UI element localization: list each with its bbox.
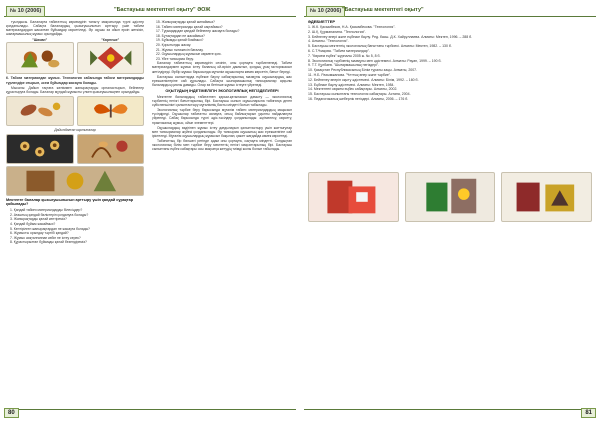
left-header bbox=[4, 6, 296, 17]
figure-row-3 bbox=[6, 134, 144, 164]
reference-item: 14. Мектептегі көркем еңбек сабақтары. Алматы, 2002. bbox=[308, 87, 398, 92]
reference-item: 2. Ш.Қ. Құрманалина. "Технология". bbox=[308, 29, 366, 34]
figure-note: 6. Табиғи материалдан жұмыс. Технология сабағында табиғи материалдарды түрлендіре отырып, әсем бұйымдар жасауға болады. bbox=[6, 76, 144, 85]
reference-item: 12. Бейнелеу өнерін оқыту әдістемесі. Алматы: Білім, 1992. – 160 б. bbox=[308, 77, 419, 82]
figure-row-2 bbox=[6, 96, 144, 126]
leaf-picture-image bbox=[6, 96, 74, 126]
butterfly-picture-image bbox=[77, 96, 145, 126]
fig-caption: "Шаман" bbox=[32, 38, 48, 43]
reference-item: 9. Т.Т. Құлбаев. "Шығармашылық негіздері". bbox=[308, 63, 380, 68]
question-item: 3. Жапырақтарды қалай кептіреміз? bbox=[10, 217, 67, 222]
list-item: 21. Жұмыс нәтижесін бағалау. bbox=[156, 47, 204, 52]
question-item: 8. Құрастырылған бұйымды қалай безендіреміз? bbox=[10, 240, 87, 245]
issue-badge-right: № 10 (2006) bbox=[306, 6, 345, 17]
question-item: 5. Кептірілген жапырақтардан не жасауға болады? bbox=[10, 226, 90, 231]
journal-title-right: "Бастауыш мектептегі оқыту" bbox=[342, 7, 424, 13]
photo-3-image bbox=[501, 172, 592, 222]
list-item: 20. Қорытынды жасау. bbox=[156, 42, 192, 47]
body-paragraph: Табиғаттың бір бөлшегі ретінде адам оны қорғауға, сақтауға міндетті. Сондықтан экологиялық білім мен тәрбие беру мектептің негізгі мақсаттарының бірі. Бастауыш сыныптағы еңбек сабақтары осы мақсатқа жетудің тиімді жолы болып табылады. bbox=[152, 138, 292, 152]
figure-row-1 bbox=[6, 38, 144, 74]
reference-item: 15. Бастауыш сыныптағы технология сабақтары. Астана, 2004. bbox=[308, 92, 411, 97]
question-item: 1. Қандай табиғи материалдарды білесіңдер? bbox=[10, 208, 83, 213]
figure-caption-3: Дайындалған картиналар bbox=[54, 127, 96, 132]
page-number-left: 80 bbox=[4, 408, 19, 418]
seed-flowers-image bbox=[6, 134, 74, 164]
list-item: 18. Бұтақтардан не жасаймыз? bbox=[156, 33, 205, 38]
reference-item: 5. Бастауыш мектептің экологиялық бағыттағы тәрбиесі. Алматы: Мектеп, 1982. – 130 б. bbox=[308, 44, 452, 49]
list-item: 17. Тұқымдардан қандай бейнелер жасауға болады? bbox=[156, 29, 240, 34]
body-paragraph: Мектепте балалардың табиғатпен қарым-қатынасын дамыту — экологиялық тәрбиенің негізгі бағыттарының бірі. Бастауыш сынып оқушыларына табиғатқа деген сүйіспеншілікті қалыптастыру мұғалімнің басты міндеті болып табылады. bbox=[152, 95, 292, 108]
question-item: 4. Қандай бұйым жасаймыз? bbox=[10, 221, 56, 226]
list-item: 19. Бұйымды қалай бояймыз? bbox=[156, 38, 204, 43]
reference-item: 11. Н.Б. Рахымжанова. "Ұлттық өнер және тәрбие". bbox=[308, 73, 391, 78]
reference-item: 8. Экологиялық тәрбиенің мазмұны мен әдістемесі. Алматы: Рауан, 1999. – 190 б. bbox=[308, 58, 442, 63]
issue-badge: № 10 (2006) bbox=[6, 6, 45, 17]
fig-caption: "Көрпеше" bbox=[101, 38, 120, 43]
list-item: 16. Табиғи материалды қалай сақтаймыз? bbox=[156, 24, 223, 29]
body-paragraph: Бастауыш сыныптарда еңбекке баулу сабақтарының мазмұны оқушылардың жас ерекшеліктеріне сай құрылады. Сабақта шығармашылық тапсырмалар арқылы балалардың қиялы дамиды. Олар өз бетінше жұмыс істеуге үйренеді. bbox=[152, 74, 292, 87]
references-list bbox=[308, 25, 592, 101]
question-item: 7. Жұмыс аяқталғаннан кейін не істеу керек? bbox=[10, 235, 81, 240]
body-paragraph: Балалар табиғаттың көркемдігін сезініп, оны қорғауға тәрбиеленеді. Табиғи материалдармен жұмыс істеу баланың ой-өрісін дамытып, қолдың ұсақ моторикасын жетілдіреді. Әрбір жұмыс барысында мұғалім оқушыларға көмек көрсетіп, бағыт береді. bbox=[152, 61, 292, 74]
questions-list bbox=[6, 208, 144, 244]
question-item: 2. Ағаштың қандай бөліктерін қолдануға болады? bbox=[10, 212, 89, 217]
reference-item: 4. Алматы. "Технология". bbox=[308, 39, 349, 44]
page-number-right: 81 bbox=[581, 408, 596, 418]
list-item: 22. Оқушылардың жұмысын көрмеге қою. bbox=[156, 52, 222, 57]
question-item: 6. Жұмысты орындау тәртібі қандай? bbox=[10, 231, 69, 236]
reference-item: 6. С.Т.Ұзақова. "Табиғи материалдар". bbox=[308, 49, 370, 54]
list-item: 15. Жапырақтарды қалай жинаймыз? bbox=[156, 20, 215, 24]
left-column-2 bbox=[152, 20, 292, 406]
journal-title: "Бастауыш мектептегі оқыту" ӘОЖ bbox=[114, 7, 211, 13]
reference-item: 7. "Көркем еңбек" журналы 2005 ж. № 5, 8 б. bbox=[308, 53, 381, 58]
right-header bbox=[304, 6, 596, 17]
reference-item: 10. Қазақстан Республикасының Білім туралы заңы. Алматы, 2007. bbox=[308, 68, 418, 73]
autumn-collage-image bbox=[77, 134, 145, 164]
example-paragraph: Мысалы: Дайын тақтаға желіммен жапырақтарды орналастырып, бейнелер құрастыруға болады. Балалар мұндай жұмысты үлкен қызығушылықпен орындайды. bbox=[6, 85, 144, 94]
photo-strip bbox=[308, 172, 592, 222]
right-page bbox=[300, 0, 600, 424]
reference-item: 3. Бейнелеу өнері және еңбекке баулу. Ред. басш. Д.К. Хайруллаева. Алматы: Мектеп, 1996. – 288 б. bbox=[308, 34, 473, 39]
body-paragraph: Экологиялық тәрбие беру барысында мұғалім табиғи материалдардың маңызын түсіндіреді. Оқушылар табиғатты аялауға, оның байлықтарын ұқыпты пайдалануға үйренеді. Сабақ барысында түрлі әдіс-тәсілдер қолданылады: әңгімелесу, көрсету, практикалық жұмыс, ойын элементтері. bbox=[152, 108, 292, 125]
section-title: ОҚЫТУДЫҢ ІНДЕТІМЕЛІГІН ЭКОЛОГИЯЛЫҚ НЕГІЗДЕЛУЛЕРІ bbox=[165, 88, 279, 93]
right-footer bbox=[304, 409, 596, 418]
items-list bbox=[152, 20, 292, 61]
references-section bbox=[308, 20, 592, 170]
photo-2-image bbox=[405, 172, 496, 222]
korpeshe-craft-image bbox=[77, 42, 145, 74]
reference-item: 13. Еңбекке баулу әдістемесі. Алматы: Мектеп, 1984. bbox=[308, 82, 395, 87]
references-title: ӘДЕБИЕТТЕР bbox=[308, 20, 336, 24]
body-paragraph: Оқушылардың өздігінен жұмыс істеу дағдыларын қалыптастыру үшін жаттығулар мен тапсырмалар жүйесі қолданылады. Әр тапсырма оқушының жас ерекшелігіне сай іріктеледі. Мұғалім оқушылардың жұмысын бақылап, қажет жағдайда көмек көрсетеді. bbox=[152, 125, 292, 138]
left-footer bbox=[4, 409, 296, 418]
craft-panel-image bbox=[6, 166, 144, 196]
list-item: 23. Үйге тапсырма беру. bbox=[156, 56, 194, 61]
reference-item: 1. Ж.К. Қасымбеков, Н.А. Қасымбекова. "Технология". bbox=[308, 25, 396, 30]
reference-item: 16. Педагогикалық шеберлік негіздері. Алматы, 2006. – 176 б. bbox=[308, 97, 409, 102]
intro-paragraph: туындысы. Балаларға табиғаттың көркемдігін таныту мақсатында түрлі әдістер қолданылады. Сабақта балалардың қызығушылығын арттыру үшін табиғи материалдардан жасалған бұйымдар көрсетіледі. Әр оқушы өз ойын еркін жеткізіп, шығармашылық жұмыс орындайды. bbox=[6, 20, 144, 37]
questions-title: Мектепте балалар қызығушылығын арттыру үшін қандай сұрақтар қойылады? bbox=[6, 197, 134, 207]
photo-1-image bbox=[308, 172, 399, 222]
shaman-craft-image bbox=[6, 42, 74, 74]
left-column-1 bbox=[6, 20, 144, 406]
